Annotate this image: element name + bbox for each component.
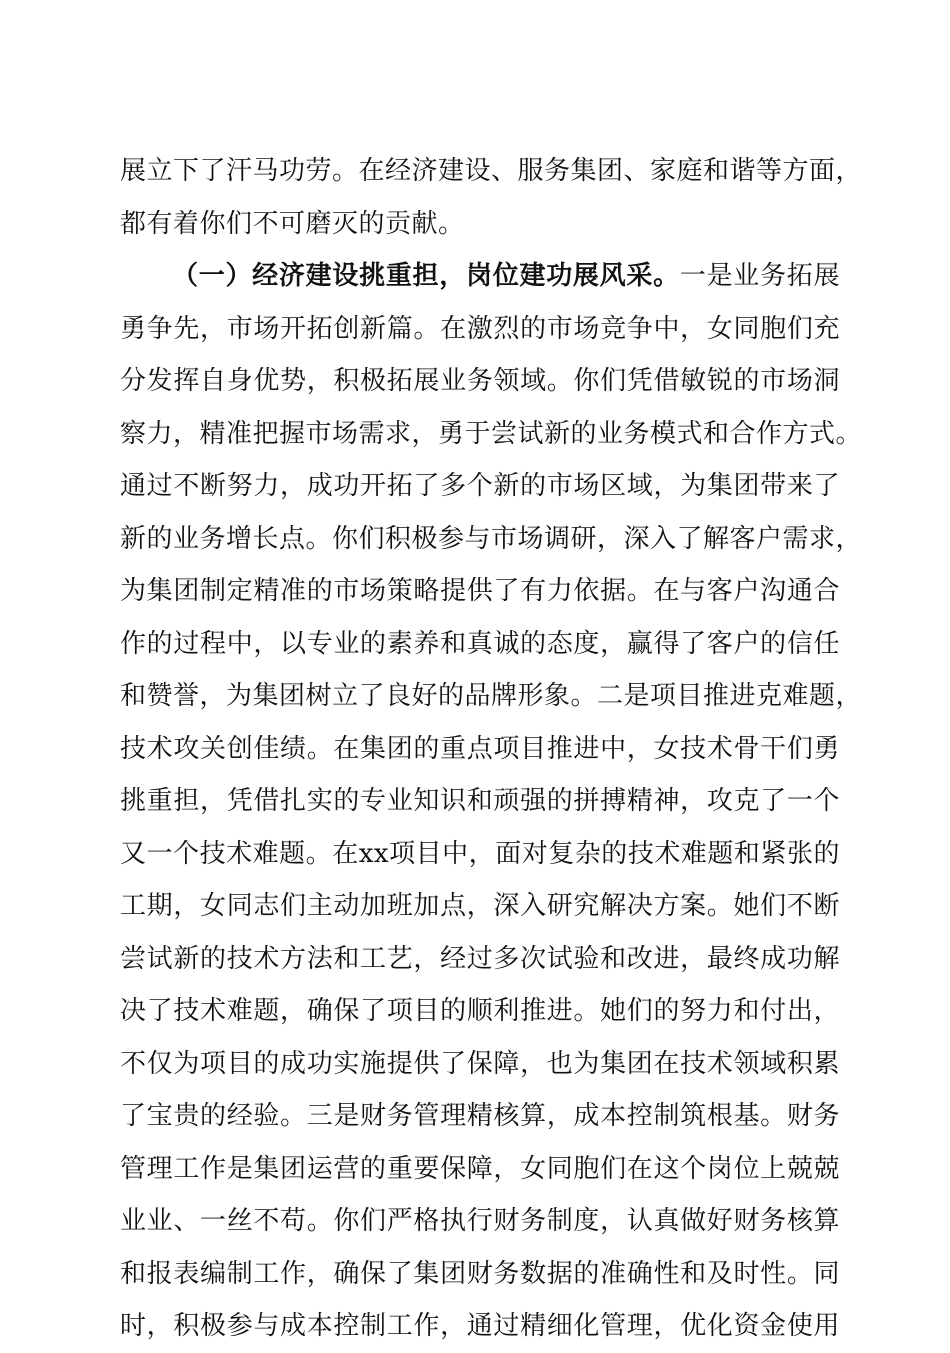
paragraph2-line: 又一个技术难题。在xx项目中，面对复杂的技术难题和紧张的 xyxy=(120,838,840,869)
paragraph2-line: 管理工作是集团运营的重要保障，女同胞们在这个岗位上兢兢 xyxy=(120,1153,840,1184)
section-heading: （一）经济建设挑重担，岗位建功展风采。 xyxy=(172,261,680,291)
paragraph2-line: 为集团制定精准的市场策略提供了有力依据。在与客户沟通合 xyxy=(120,576,840,606)
paragraph2-line: 挑重担，凭借扎实的专业知识和顽强的拼搏精神，攻克了一个 xyxy=(120,786,840,816)
paragraph1-line-2: 都有着你们不可磨灭的贡献。 xyxy=(120,208,465,239)
paragraph2-line: 察力，精准把握市场需求，勇于尝试新的业务模式和合作方式。 xyxy=(120,418,863,449)
paragraph2-line: 分发挥自身优势，积极拓展业务领域。你们凭借敏锐的市场洞 xyxy=(120,366,840,396)
paragraph2-line: 和赞誉，为集团树立了良好的品牌形象。二是项目推进克难题， xyxy=(120,681,863,711)
paragraph2-first-line xyxy=(120,250,840,303)
paragraph2-first-line-rest: 一是业务拓展 xyxy=(679,261,840,291)
paragraph2-line: 通过不断努力，成功开拓了多个新的市场区域，为集团带来了 xyxy=(120,471,840,501)
paragraph2-line: 不仅为项目的成功实施提供了保障，也为集团在技术领域积累 xyxy=(120,1048,840,1079)
paragraph2-line: 勇争先，市场开拓创新篇。在激烈的市场竞争中，女同胞们充 xyxy=(120,313,840,344)
paragraph2-line: 决了技术难题，确保了项目的顺利推进。她们的努力和付出， xyxy=(120,996,840,1026)
document-body xyxy=(120,145,863,1353)
paragraph2-line: 时，积极参与成本控制工作，通过精细化管理，优化资金使用 xyxy=(120,1311,840,1341)
paragraph2-line: 尝试新的技术方法和工艺，经过多次试验和改进，最终成功解 xyxy=(120,943,840,974)
paragraph1-line-1: 展立下了汗马功劳。在经济建设、服务集团、家庭和谐等方面， xyxy=(120,156,863,186)
paragraph2-line: 和报表编制工作，确保了集团财务数据的准确性和及时性。同 xyxy=(120,1258,840,1289)
paragraph2-line: 业业、一丝不苟。你们严格执行财务制度，认真做好财务核算 xyxy=(120,1206,840,1236)
paragraph2-line: 工期，女同志们主动加班加点，深入研究解决方案。她们不断 xyxy=(120,891,840,921)
paragraph2-line: 技术攻关创佳绩。在集团的重点项目推进中，女技术骨干们勇 xyxy=(120,733,840,764)
paragraph2-line: 了宝贵的经验。三是财务管理精核算，成本控制筑根基。财务 xyxy=(120,1101,840,1131)
paragraph2-line: 新的业务增长点。你们积极参与市场调研，深入了解客户需求， xyxy=(120,523,863,554)
paragraph2-line: 作的过程中，以专业的素养和真诚的态度，赢得了客户的信任 xyxy=(120,628,840,659)
